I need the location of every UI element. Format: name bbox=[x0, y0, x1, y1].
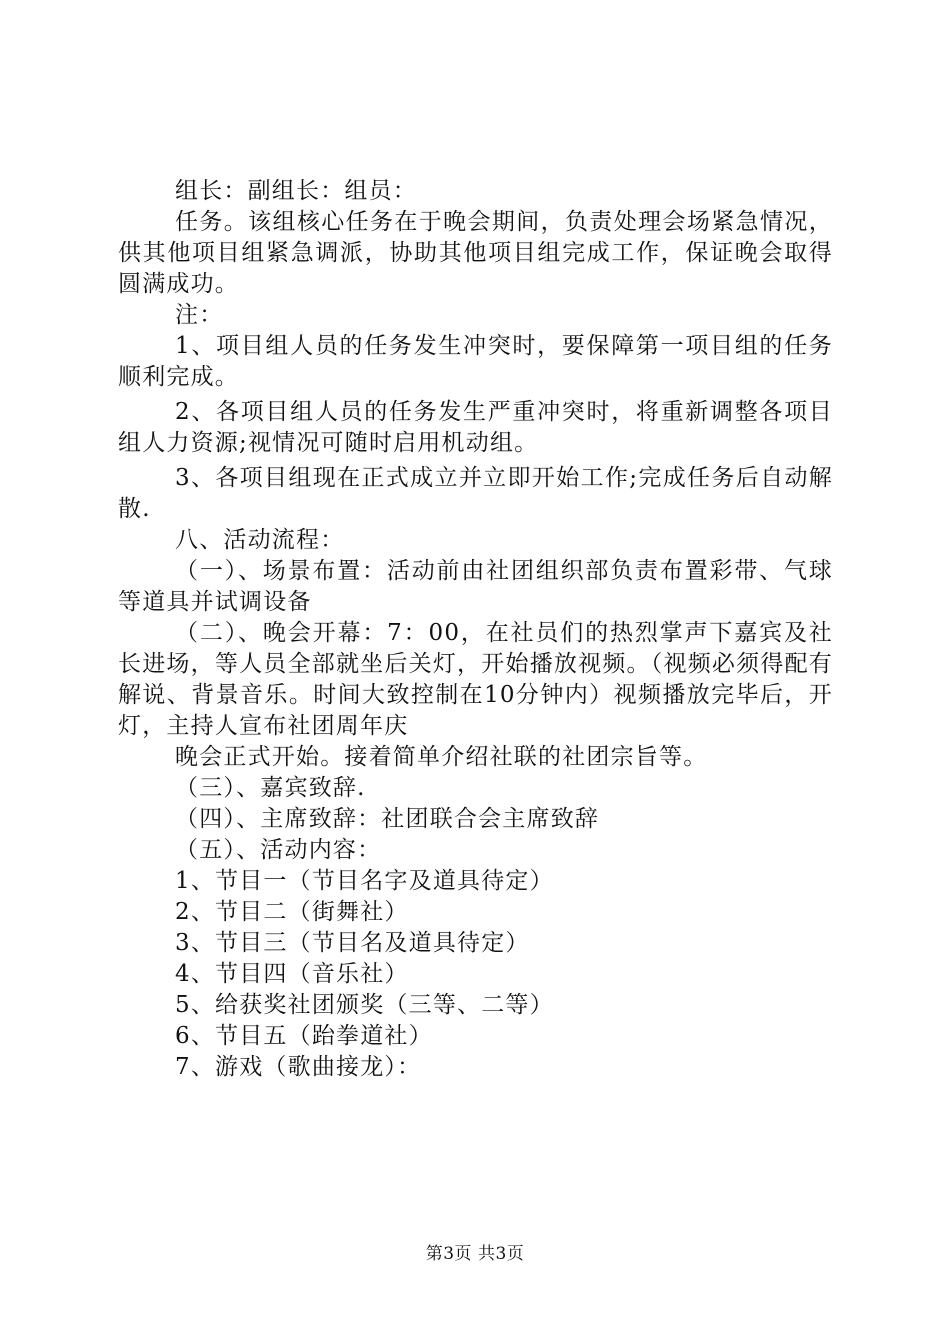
paragraph-team-roles: 组长：副组长：组员： bbox=[175, 178, 417, 204]
paragraph-flow-2: （二）、晚会开幕：7：00，在社员们的热烈掌声下嘉宾及社长进场，等人员全部就坐后关灯，开始播放视频。（视频必须得配有解说、背景音乐。时间大致控制在10分钟内）视频播放完毕后，开灯，主持人宣布社团周年庆 bbox=[118, 620, 833, 739]
list-item-game: 7、游戏（歌曲接龙）： bbox=[175, 1054, 422, 1080]
paragraph-note-2: 2、各项目组人员的任务发生严重冲突时，将重新调整各项目组人力资源;视情况可随时启用机动组。 bbox=[118, 399, 833, 456]
document-body bbox=[118, 176, 833, 1083]
section-heading-flow: 八、活动流程： bbox=[175, 527, 345, 553]
page-footer: 第3页 共3页 bbox=[425, 1244, 525, 1264]
paragraph-flow-2-cont: 晚会正式开始。接着简单介绍社联的社团宗旨等。 bbox=[175, 744, 708, 770]
list-item-program-3: 3、节目三（节目名及道具待定） bbox=[175, 930, 530, 956]
paragraph-task: 任务。该组核心任务在于晚会期间，负责处理会场紧急情况，供其他项目组紧急调派，协助其他项目组完成工作，保证晚会取得圆满成功。 bbox=[118, 209, 833, 297]
paragraph-flow-1: （一）、场景布置：活动前由社团组织部负责布置彩带、气球等道具并试调设备 bbox=[118, 558, 833, 615]
paragraph-flow-4: （四）、主席致辞：社团联合会主席致辞 bbox=[175, 806, 600, 832]
paragraph-flow-5: （五）、活动内容： bbox=[175, 837, 382, 863]
paragraph-note-3: 3、各项目组现在正式成立并立即开始工作;完成任务后自动解散. bbox=[118, 465, 833, 522]
list-item-program-2: 2、节目二（街舞社） bbox=[175, 899, 409, 925]
list-item-program-1: 1、节目一（节目名字及道具待定） bbox=[175, 868, 554, 894]
list-item-awards: 5、给获奖社团颁奖（三等、二等） bbox=[175, 992, 554, 1018]
paragraph-note-1: 1、项目组人员的任务发生冲突时，要保障第一项目组的任务顺利完成。 bbox=[118, 333, 833, 390]
paragraph-flow-3: （三）、嘉宾致辞. bbox=[175, 775, 366, 801]
paragraph-note-heading: 注： bbox=[175, 302, 224, 328]
list-item-program-4: 4、节目四（音乐社） bbox=[175, 961, 409, 987]
list-item-program-5: 6、节目五（跆拳道社） bbox=[175, 1023, 433, 1049]
